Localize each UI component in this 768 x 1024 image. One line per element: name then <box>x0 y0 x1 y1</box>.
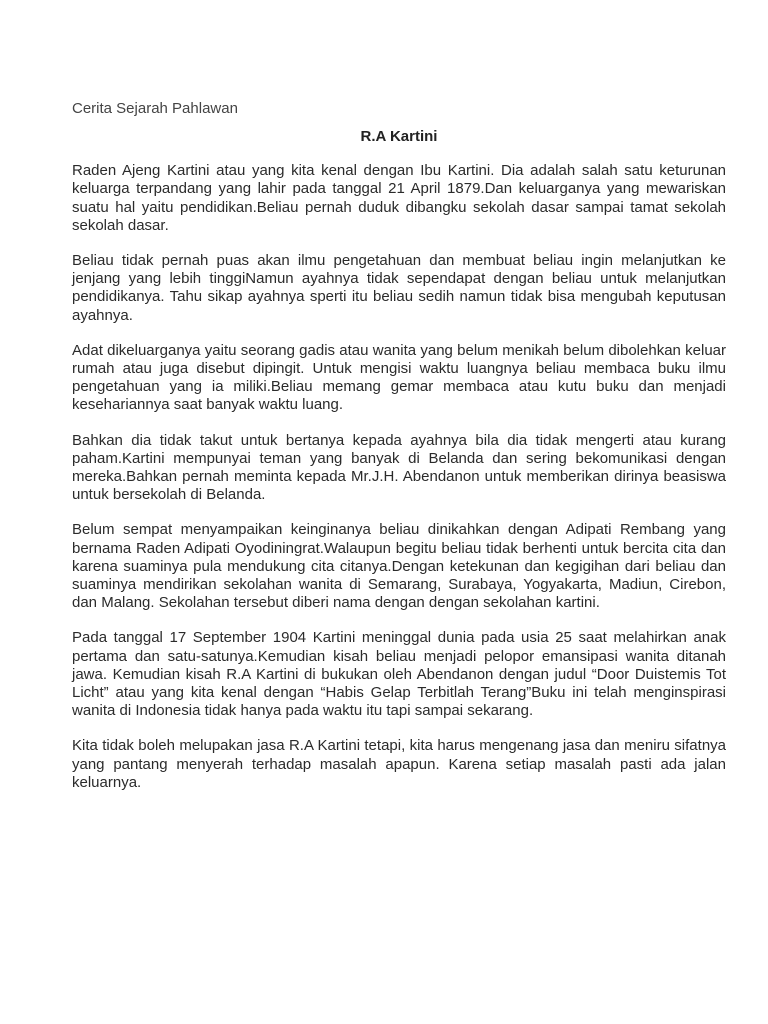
paragraph-4: Bahkan dia tidak takut untuk bertanya kepada ayahnya bila dia tidak mengerti atau kurang paham.Kartini mempunyai teman yang banyak di Belanda dan sering bekomunikasi dengan mereka.Bahkan pernah meminta kepada Mr.J.H. Abendanon untuk memberikan dirinya beasiswa untuk bersekolah di Belanda. <box>72 431 726 504</box>
paragraph-7: Kita tidak boleh melupakan jasa R.A Kartini tetapi, kita harus mengenang jasa dan meniru sifatnya yang pantang menyerah terhadap masalah apapun. Karena setiap masalah pasti ada jalan keluarnya. <box>72 737 726 791</box>
document-header: Cerita Sejarah Pahlawan <box>72 100 238 117</box>
paragraph-1: Raden Ajeng Kartini atau yang kita kenal dengan Ibu Kartini. Dia adalah salah satu keturunan keluarga terpandang yang lahir pada tanggal 21 April 1879.Dan keluarganya yang mewariskan suatu hal yaitu pendidikan.Beliau pernah duduk dibangku sekolah dasar sampai tamat sekolah sekolah dasar. <box>72 162 726 234</box>
document-title: R.A Kartini <box>360 128 438 145</box>
paragraph-5: Belum sempat menyampaikan keinginanya beliau dinikahkan dengan Adipati Rembang yang bernama Raden Adipati Oyodiningrat.Walaupun begitu beliau tidak berhenti untuk bercita cita dan karena suaminya pula mendukung cita citanya.Dengan ketekunan dan kegigihan dari beliau dan suaminya mendirikan sekolahan wanita di Semarang, Surabaya, Yogyakarta, Madiun, Cirebon, dan Malang. Sekolahan tersebut diberi nama dengan dengan sekolahan kartini. <box>72 521 726 612</box>
document-body <box>72 100 726 809</box>
paragraph-2: Beliau tidak pernah puas akan ilmu pengetahuan dan membuat beliau ingin melanjutkan ke jenjang yang lebih tinggiNamun ayahnya tidak sependapat dengan beliau untuk melanjutkan pendidikanya. Tahu sikap ayahnya sperti itu beliau sedih namun tidak bisa mengubah keputusan ayahnya. <box>72 252 726 324</box>
paragraph-3: Adat dikeluarganya yaitu seorang gadis atau wanita yang belum menikah belum dibolehkan keluar rumah atau juga disebut dipingit. Untuk mengisi waktu luangnya beliau membaca buku ilmu pengetahuan yang ia miliki.Beliau memang gemar membaca atau kutu buku dan menjadi kesehariannya saat banyak waktu luang. <box>72 341 726 414</box>
paragraph-6: Pada tanggal 17 September 1904 Kartini meninggal dunia pada usia 25 saat melahirkan anak pertama dan satu-satunya.Kemudian kisah beliau menjadi pelopor emansipasi wanita ditanah jawa. Kemudian kisah R.A Kartini di bukukan oleh Abendanon dengan judul “Door Duistemis Tot Licht” atau yang kita kenal dengan “Habis Gelap Terbitlah Terang”Buku ini telah menginspirasi wanita di Indonesia tidak hanya pada waktu itu tapi sampai sekarang. <box>72 629 726 720</box>
